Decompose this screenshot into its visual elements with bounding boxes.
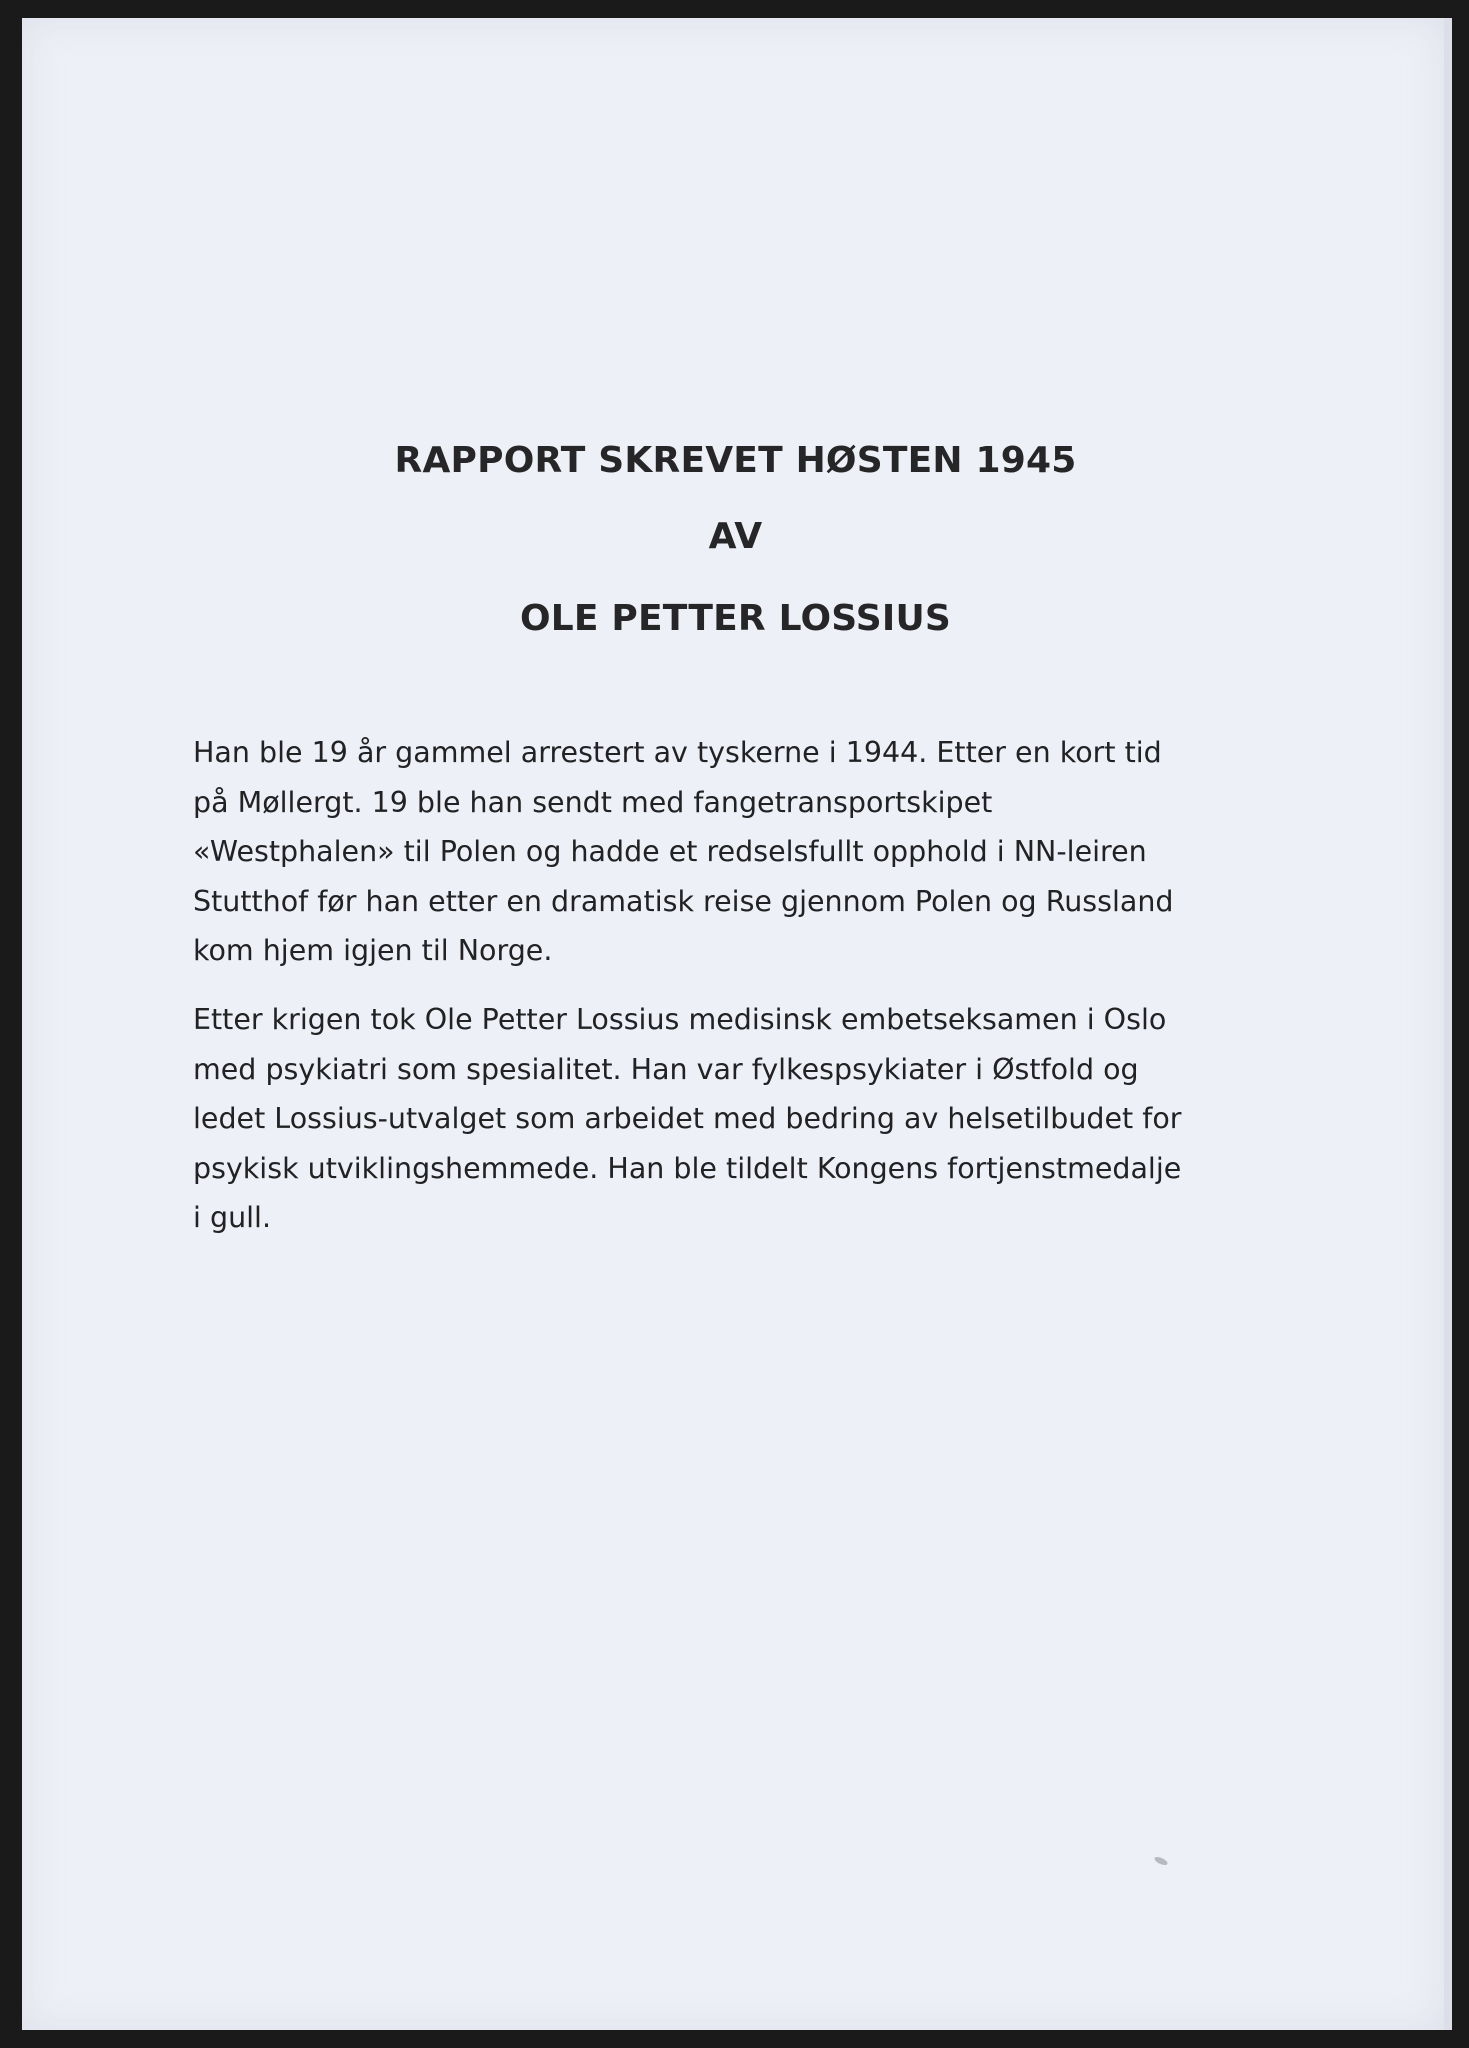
- text-line: Stutthof før han etter en dramatisk reise gjennom Polen og Russland: [193, 884, 1174, 918]
- text-line: psykisk utviklingshemmede. Han ble tildelt Kongens fortjenstmedalje: [193, 1151, 1182, 1185]
- text-line: på Møllergt. 19 ble han sendt med fangetransportskipet: [193, 785, 993, 819]
- page-edge: [1444, 18, 1452, 2030]
- title-line-author: OLE PETTER LOSSIUS: [519, 598, 952, 639]
- text-line: med psykiatri som spesialitet. Han var fylkespsykiater i Østfold og: [193, 1052, 1139, 1086]
- paragraph-career: [193, 995, 1273, 1243]
- title-line-report: RAPPORT SKREVET HØSTEN 1945: [394, 440, 1077, 481]
- text-line: kom hjem igjen til Norge.: [193, 934, 553, 967]
- text-line: Han ble 19 år gammel arrestert av tyskerne i 1944. Etter en kort tid: [193, 736, 1162, 769]
- text-line: ledet Lossius-utvalget som arbeidet med bedring av helsetilbudet for: [193, 1102, 1182, 1135]
- title-line-by: AV: [708, 516, 763, 557]
- text-line: Etter krigen tok Ole Petter Lossius medisinsk embetseksamen i Oslo: [193, 1003, 1167, 1036]
- text-line: «Westphalen» til Polen og hadde et redselsfullt opphold i NN-leiren: [193, 835, 1147, 868]
- paragraph-arrest: [193, 728, 1273, 976]
- text-line: i gull.: [193, 1201, 272, 1234]
